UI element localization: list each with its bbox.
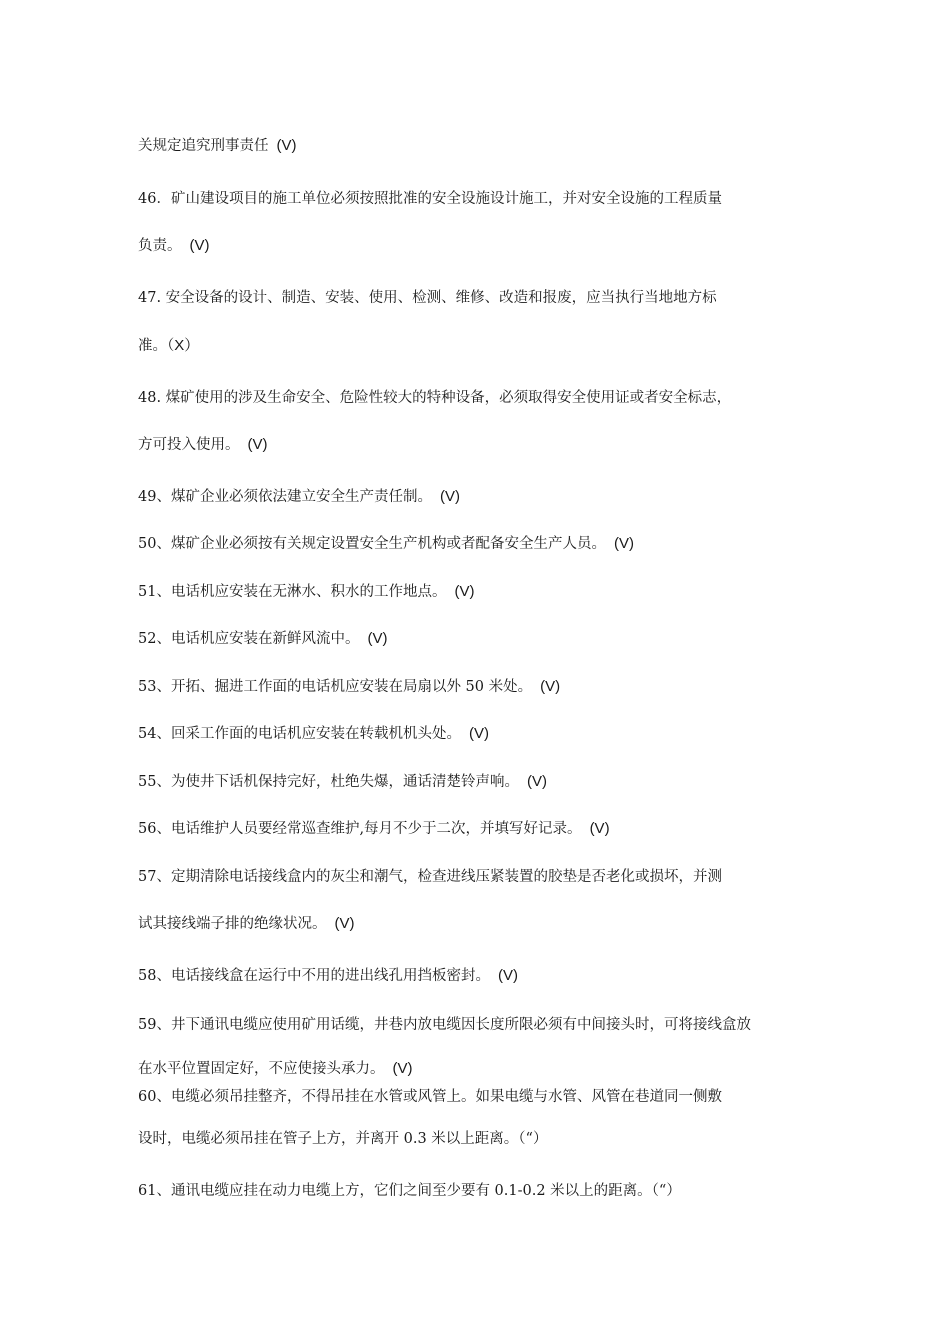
text-line: 关规定追究刑事责任 (V) [138,137,297,154]
answer-mark: (V) [540,678,561,695]
text-line: 负责。 (V) [138,237,210,254]
text-line: 53、开拓、掘进工作面的电话机应安装在局扇以外 50 米处。 (V) [138,678,561,695]
answer-mark: (V) [497,967,518,984]
answer-mark: (V) [589,820,610,837]
text-line: 51、电话机应安装在无淋水、积水的工作地点。 (V) [138,583,475,600]
answer-mark: X） [174,337,200,354]
text-line: 49、煤矿企业必须依法建立安全生产责任制。 (V) [138,488,460,505]
text-line: 52、电话机应安装在新鲜风流中。 (V) [138,630,388,647]
answer-mark: (V) [454,583,475,600]
text-line: 56、电话维护人员要经常巡查维护,每月不少于二次，并填写好记录。 (V) [138,820,610,837]
text-line: 57、定期清除电话接线盒内的灰尘和潮气，检查进线压紧装置的胶垫是否老化或损坏，并测 [138,869,722,885]
answer-mark: (V) [439,488,460,505]
text-line: 58、电话接线盒在运行中不用的进出线孔用挡板密封。 (V) [138,967,518,984]
text-line: 在水平位置固定好，不应使接头承力。 (V) [138,1060,413,1077]
answer-mark: (V) [468,725,489,742]
answer-mark: (V) [334,915,355,932]
answer-mark: (V) [526,773,547,790]
text-line: 47. 安全设备的设计、制造、安装、使用、检测、维修、改造和报废，应当执行当地地方标 [138,290,717,306]
text-line: 设时，电缆必须吊挂在管子上方，并离开 0.3 米以上距离。（“） [138,1131,548,1147]
text-line: 60、电缆必须吊挂整齐，不得吊挂在水管或风管上。如果电缆与水管、风管在巷道同一侧敷 [138,1089,722,1105]
text-line: 59、井下通讯电缆应使用矿用话缆，井巷内放电缆因长度所限必须有中间接头时，可将接线盒放 [138,1017,751,1033]
text-line: 61、通讯电缆应挂在动力电缆上方，它们之间至少要有 0.1-0.2 米以上的距离。（“） [138,1183,681,1199]
text-line: 准。（X） [138,337,200,354]
answer-mark: (V) [392,1060,413,1077]
answer-mark: (V) [276,137,297,154]
text-line: 54、回采工作面的电话机应安装在转载机机头处。 (V) [138,725,489,742]
text-line: 试其接线端子排的绝缘状况。 (V) [138,915,355,932]
answer-mark: (V) [367,630,388,647]
answer-mark: (V) [189,237,210,254]
text-line: 50、煤矿企业必须按有关规定设置安全生产机构或者配备安全生产人员。 (V) [138,535,634,552]
text-line: 55、为使井下话机保持完好，杜绝失爆，通话清楚铃声响。 (V) [138,773,547,790]
answer-mark: (V) [247,436,268,453]
text-line: 46．矿山建设项目的施工单位必须按照批准的安全设施设计施工，并对安全设施的工程质量 [138,191,722,207]
text-line: 48. 煤矿使用的涉及生命安全、危险性较大的特种设备，必须取得安全使用证或者安全标志， [138,390,732,406]
text-line: 方可投入使用。 (V) [138,436,268,453]
answer-mark: (V) [613,535,634,552]
